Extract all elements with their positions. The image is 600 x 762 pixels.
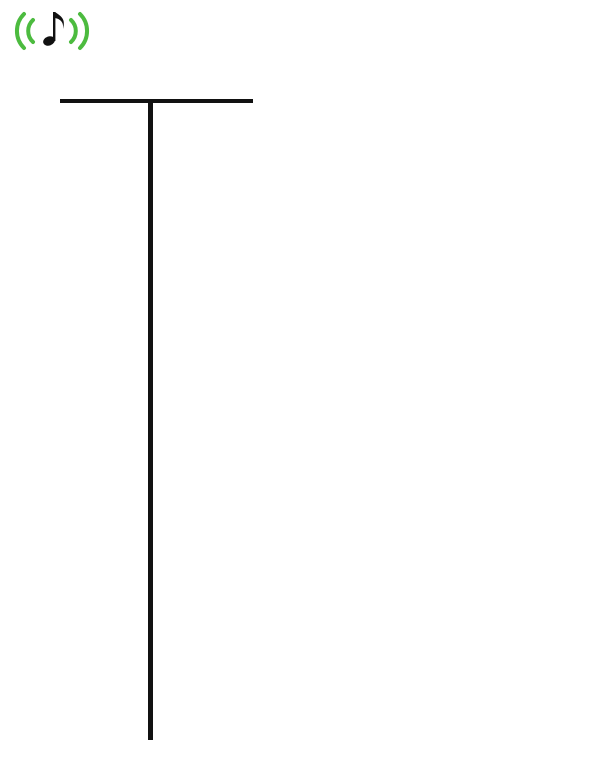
- center-divider: [148, 100, 153, 740]
- explanation-text: [362, 124, 590, 141]
- top-bar: [60, 99, 253, 103]
